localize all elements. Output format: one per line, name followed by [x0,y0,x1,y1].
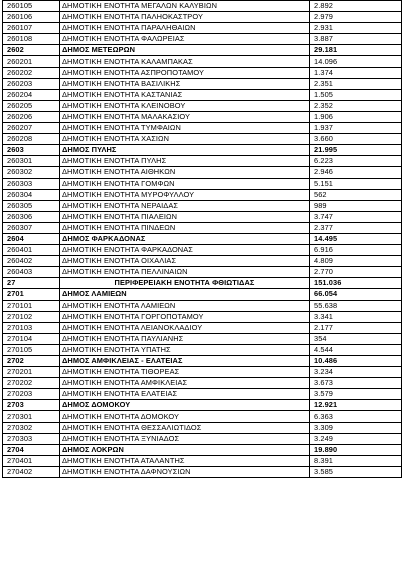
table-row [3,344,402,355]
cell-code: 270303 [3,433,60,444]
table-row [3,56,402,67]
cell-name: ΔΗΜΟΤΙΚΗ ΕΝΟΤΗΤΑ ΔΑΦΝΟΥΣΙΩΝ [60,466,310,477]
cell-name: ΔΗΜΟΤΙΚΗ ΕΝΟΤΗΤΑ ΕΛΑΤΕΙΑΣ [60,389,310,400]
table-row-municipality-total [3,233,402,244]
cell-value: 1.374 [310,67,402,78]
table-row [3,367,402,378]
cell-name: ΔΗΜΟΤΙΚΗ ΕΝΟΤΗΤΑ ΜΥΡΟΦΥΛΛΟΥ [60,189,310,200]
cell-code: 260106 [3,12,60,23]
cell-code: 270401 [3,455,60,466]
cell-value: 12.921 [310,400,402,411]
cell-value: 2.979 [310,12,402,23]
cell-code: 260306 [3,211,60,222]
table-body [3,1,402,478]
cell-code: 260304 [3,189,60,200]
cell-code: 260204 [3,89,60,100]
table-row [3,211,402,222]
table-row [3,12,402,23]
cell-value: 3.249 [310,433,402,444]
cell-code: 260201 [3,56,60,67]
table-row [3,134,402,145]
cell-code: 270104 [3,333,60,344]
cell-name: ΔΗΜΟΤΙΚΗ ΕΝΟΤΗΤΑ ΚΛΕΙΝΟΒΟΥ [60,100,310,111]
table-row [3,67,402,78]
cell-value: 989 [310,200,402,211]
table-row [3,178,402,189]
cell-value: 562 [310,189,402,200]
cell-code: 260203 [3,78,60,89]
cell-value: 5.151 [310,178,402,189]
cell-name: ΔΗΜΟΣ ΠΥΛΗΣ [60,145,310,156]
table-row [3,333,402,344]
cell-code: 27 [3,278,60,289]
table-row-municipality-total [3,145,402,156]
cell-name: ΔΗΜΟΤΙΚΗ ΕΝΟΤΗΤΑ ΠΑΥΛΙΑΝΗΣ [60,333,310,344]
table-row [3,256,402,267]
table-row [3,433,402,444]
cell-value: 2.352 [310,100,402,111]
cell-value: 6.223 [310,156,402,167]
cell-name: ΔΗΜΟΤΙΚΗ ΕΝΟΤΗΤΑ ΞΥΝΙΑΔΟΣ [60,433,310,444]
cell-value: 6.916 [310,245,402,256]
cell-name: ΔΗΜΟΤΙΚΗ ΕΝΟΤΗΤΑ ΠΑΡΑΛΗΘΑΙΩΝ [60,23,310,34]
table-row [3,222,402,233]
cell-code: 260108 [3,34,60,45]
cell-name: ΔΗΜΟΣ ΛΑΜΙΕΩΝ [60,289,310,300]
cell-name: ΔΗΜΟΣ ΑΜΦΙΚΛΕΙΑΣ - ΕΛΑΤΕΙΑΣ [60,356,310,367]
cell-code: 270302 [3,422,60,433]
cell-name: ΔΗΜΟΤΙΚΗ ΕΝΟΤΗΤΑ ΟΙΧΑΛΙΑΣ [60,256,310,267]
table-row [3,311,402,322]
cell-value: 3.660 [310,134,402,145]
cell-name: ΔΗΜΟΤΙΚΗ ΕΝΟΤΗΤΑ ΤΙΘΟΡΕΑΣ [60,367,310,378]
table-row-municipality-total [3,289,402,300]
cell-code: 270101 [3,300,60,311]
cell-name: ΔΗΜΟΣ ΔΟΜΟΚΟΥ [60,400,310,411]
cell-name: ΔΗΜΟΤΙΚΗ ΕΝΟΤΗΤΑ ΧΑΣΙΩΝ [60,134,310,145]
cell-code: 270301 [3,411,60,422]
cell-value: 2.892 [310,1,402,12]
cell-name: ΔΗΜΟΤΙΚΗ ΕΝΟΤΗΤΑ ΜΕΓΑΛΩΝ ΚΑΛΥΒΙΩΝ [60,1,310,12]
cell-name: ΔΗΜΟΤΙΚΗ ΕΝΟΤΗΤΑ ΦΑΡΚΑΔΟΝΑΣ [60,245,310,256]
cell-value: 3.673 [310,378,402,389]
table-row [3,455,402,466]
cell-value: 2.351 [310,78,402,89]
cell-code: 260305 [3,200,60,211]
table-row [3,123,402,134]
cell-value: 6.363 [310,411,402,422]
cell-name: ΔΗΜΟΤΙΚΗ ΕΝΟΤΗΤΑ ΛΑΜΙΕΩΝ [60,300,310,311]
cell-name: ΔΗΜΟΤΙΚΗ ΕΝΟΤΗΤΑ ΦΑΛΩΡΕΙΑΣ [60,34,310,45]
cell-name: ΔΗΜΟΤΙΚΗ ΕΝΟΤΗΤΑ ΠΥΛΗΣ [60,156,310,167]
cell-code: 260401 [3,245,60,256]
cell-name: ΔΗΜΟΤΙΚΗ ΕΝΟΤΗΤΑ ΑΙΘΗΚΩΝ [60,167,310,178]
cell-value: 4.809 [310,256,402,267]
cell-name: ΔΗΜΟΤΙΚΗ ΕΝΟΤΗΤΑ ΥΠΑΤΗΣ [60,344,310,355]
cell-name: ΔΗΜΟΤΙΚΗ ΕΝΟΤΗΤΑ ΛΕΙΑΝΟΚΛΑΔΙΟΥ [60,322,310,333]
cell-name: ΔΗΜΟΤΙΚΗ ΕΝΟΤΗΤΑ ΓΟΡΓΟΠΟΤΑΜΟΥ [60,311,310,322]
cell-code: 270201 [3,367,60,378]
cell-name: ΔΗΜΟΤΙΚΗ ΕΝΟΤΗΤΑ ΠΙΝΔΕΩΝ [60,222,310,233]
cell-code: 260206 [3,111,60,122]
population-table [2,0,402,478]
cell-code: 260307 [3,222,60,233]
cell-code: 270103 [3,322,60,333]
cell-value: 66.054 [310,289,402,300]
cell-value: 2.770 [310,267,402,278]
cell-code: 260107 [3,23,60,34]
cell-value: 3.887 [310,34,402,45]
cell-value: 3.234 [310,367,402,378]
cell-code: 270102 [3,311,60,322]
cell-value: 3.309 [310,422,402,433]
table-row [3,378,402,389]
cell-code: 260402 [3,256,60,267]
cell-value: 1.505 [310,89,402,100]
table-row [3,89,402,100]
cell-code: 270203 [3,389,60,400]
cell-name: ΔΗΜΟΤΙΚΗ ΕΝΟΤΗΤΑ ΠΑΛΗΟΚΑΣΤΡΟΥ [60,12,310,23]
cell-name: ΔΗΜΟΤΙΚΗ ΕΝΟΤΗΤΑ ΤΥΜΦΑΙΩΝ [60,123,310,134]
cell-code: 260202 [3,67,60,78]
table-row [3,245,402,256]
cell-value: 3.579 [310,389,402,400]
cell-name: ΔΗΜΟΣ ΦΑΡΚΑΔΟΝΑΣ [60,233,310,244]
cell-value: 19.890 [310,444,402,455]
table-row [3,78,402,89]
cell-name: ΔΗΜΟΤΙΚΗ ΕΝΟΤΗΤΑ ΑΣΠΡΟΠΟΤΑΜΟΥ [60,67,310,78]
cell-code: 270402 [3,466,60,477]
cell-code: 260302 [3,167,60,178]
cell-name: ΔΗΜΟΤΙΚΗ ΕΝΟΤΗΤΑ ΜΑΛΑΚΑΣΙΟΥ [60,111,310,122]
cell-code: 260105 [3,1,60,12]
table-row [3,267,402,278]
cell-name: ΔΗΜΟΤΙΚΗ ΕΝΟΤΗΤΑ ΚΑΛΑΜΠΑΚΑΣ [60,56,310,67]
table-row [3,389,402,400]
cell-name: ΔΗΜΟΤΙΚΗ ΕΝΟΤΗΤΑ ΠΙΑΛΕΙΩΝ [60,211,310,222]
cell-code: 260403 [3,267,60,278]
table-row [3,322,402,333]
cell-code: 2604 [3,233,60,244]
cell-code: 2602 [3,45,60,56]
cell-code: 260208 [3,134,60,145]
cell-name: ΔΗΜΟΤΙΚΗ ΕΝΟΤΗΤΑ ΚΑΣΤΑΝΙΑΣ [60,89,310,100]
cell-value: 14.096 [310,56,402,67]
cell-code: 270105 [3,344,60,355]
cell-value: 2.177 [310,322,402,333]
cell-value: 2.377 [310,222,402,233]
cell-name: ΔΗΜΟΣ ΜΕΤΕΩΡΩΝ [60,45,310,56]
cell-value: 1.937 [310,123,402,134]
cell-value: 55.638 [310,300,402,311]
table-row [3,167,402,178]
cell-value: 2.946 [310,167,402,178]
cell-name: ΔΗΜΟΤΙΚΗ ΕΝΟΤΗΤΑ ΒΑΣΙΛΙΚΗΣ [60,78,310,89]
cell-code: 260303 [3,178,60,189]
cell-value: 14.495 [310,233,402,244]
table-row [3,100,402,111]
table-row [3,156,402,167]
table-row-municipality-total [3,356,402,367]
table-row [3,23,402,34]
table-row [3,34,402,45]
table-row [3,300,402,311]
cell-value: 8.391 [310,455,402,466]
table-row [3,200,402,211]
cell-code: 2701 [3,289,60,300]
cell-value: 354 [310,333,402,344]
cell-value: 3.747 [310,211,402,222]
cell-value: 2.931 [310,23,402,34]
table-row-municipality-total [3,400,402,411]
table-row [3,466,402,477]
cell-value: 10.486 [310,356,402,367]
cell-code: 2704 [3,444,60,455]
cell-name: ΠΕΡΙΦΕΡΕΙΑΚΗ ΕΝΟΤΗΤΑ ΦΘΙΩΤΙΔΑΣ [60,278,310,289]
cell-code: 2702 [3,356,60,367]
cell-value: 3.585 [310,466,402,477]
cell-value: 29.181 [310,45,402,56]
cell-name: ΔΗΜΟΤΙΚΗ ΕΝΟΤΗΤΑ ΝΕΡΑΙΔΑΣ [60,200,310,211]
cell-code: 260301 [3,156,60,167]
cell-value: 21.995 [310,145,402,156]
table-row [3,422,402,433]
cell-value: 151.036 [310,278,402,289]
table-row [3,1,402,12]
table-row-region-total [3,278,402,289]
cell-name: ΔΗΜΟΤΙΚΗ ΕΝΟΤΗΤΑ ΑΤΑΛΑΝΤΗΣ [60,455,310,466]
table-row [3,111,402,122]
cell-value: 3.341 [310,311,402,322]
table-row [3,189,402,200]
cell-value: 4.544 [310,344,402,355]
cell-name: ΔΗΜΟΤΙΚΗ ΕΝΟΤΗΤΑ ΠΕΛΛΙΝΑΙΩΝ [60,267,310,278]
cell-code: 270202 [3,378,60,389]
cell-code: 2603 [3,145,60,156]
cell-code: 260205 [3,100,60,111]
table-row-municipality-total [3,444,402,455]
cell-name: ΔΗΜΟΤΙΚΗ ΕΝΟΤΗΤΑ ΔΟΜΟΚΟΥ [60,411,310,422]
cell-code: 2703 [3,400,60,411]
cell-name: ΔΗΜΟΣ ΛΟΚΡΩΝ [60,444,310,455]
cell-name: ΔΗΜΟΤΙΚΗ ΕΝΟΤΗΤΑ ΓΟΜΦΩΝ [60,178,310,189]
cell-name: ΔΗΜΟΤΙΚΗ ΕΝΟΤΗΤΑ ΑΜΦΙΚΛΕΙΑΣ [60,378,310,389]
cell-value: 1.906 [310,111,402,122]
cell-code: 260207 [3,123,60,134]
cell-name: ΔΗΜΟΤΙΚΗ ΕΝΟΤΗΤΑ ΘΕΣΣΑΛΙΩΤΙΔΟΣ [60,422,310,433]
table-row-municipality-total [3,45,402,56]
table-row [3,411,402,422]
